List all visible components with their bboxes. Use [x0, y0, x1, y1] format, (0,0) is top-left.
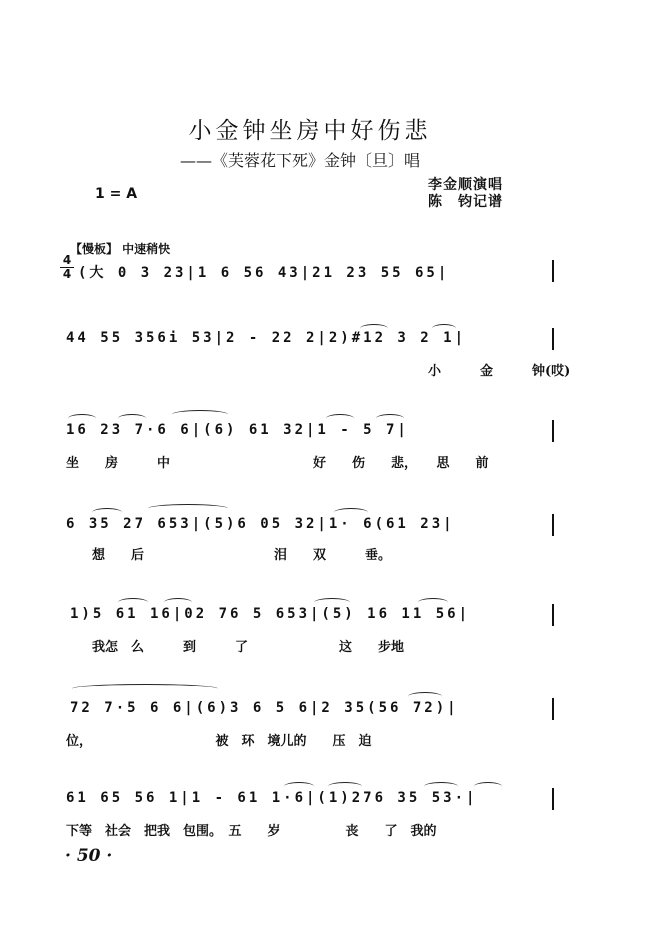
slur — [92, 508, 122, 517]
barline — [552, 514, 554, 536]
staff-notes: 72 7·5 6 6|(6)3 6 5 6|2 35(56 72)| — [70, 700, 459, 716]
barline — [552, 420, 554, 442]
staff-notes: 44 55 356i 53|2 - 22 2|2)#12 3 2 1| — [66, 330, 467, 346]
barline — [552, 328, 554, 350]
slur — [326, 414, 354, 423]
tempo-marking: 【慢板】 中速稍快 — [70, 242, 171, 256]
staff-lyrics: 想 后 泪 双 垂。 — [92, 548, 392, 563]
slur — [68, 414, 96, 423]
song-subtitle: ——《芙蓉花下死》金钟〔旦〕唱 — [180, 151, 421, 170]
slur — [314, 598, 350, 607]
slur — [474, 782, 502, 791]
staff-lyrics: 我怎 么 到 了 这 步地 — [92, 640, 405, 655]
credits — [428, 177, 503, 211]
time-signature-bottom: 4 — [62, 267, 72, 281]
transcriber-credit: 陈 钧记谱 — [428, 194, 503, 210]
slur — [328, 782, 362, 791]
slur — [418, 598, 448, 607]
barline — [552, 788, 554, 810]
time-signature — [60, 254, 74, 281]
key-signature: 1 = A — [95, 186, 138, 202]
singer-credit: 李金顺演唱 — [428, 177, 503, 193]
slur — [172, 410, 228, 419]
staff-notes: 61 65 56 1|1 - 61 1·6|(1)276 35 53·| — [66, 790, 478, 806]
page-number: · 50 · — [65, 846, 113, 866]
slur — [360, 324, 388, 333]
slur — [118, 414, 146, 423]
slur — [148, 504, 228, 513]
slur — [118, 598, 148, 607]
staff-notes: 6 35 27 653|(5)6 05 32|1· 6(61 23| — [66, 516, 455, 532]
slur — [164, 598, 192, 607]
slur — [334, 508, 368, 517]
slur — [72, 684, 218, 693]
staff-lyrics: 位， 被 环 境儿的 压 迫 — [66, 734, 372, 749]
song-title: 小金钟坐房中好伤悲 — [188, 118, 432, 144]
barline — [552, 604, 554, 626]
staff-lyrics: 坐 房 中 好 伤 悲， 思 前 — [66, 456, 489, 471]
slur — [284, 782, 314, 791]
slur — [432, 324, 456, 333]
slur — [376, 414, 404, 423]
staff-notes: 1)5 61 16|02 76 5 653|(5) 16 11 56| — [70, 606, 471, 622]
staff-notes: 16 23 7·6 6|(6) 61 32|1 - 5 7| — [66, 422, 409, 438]
slur — [408, 692, 442, 701]
staff-lyrics: 下等 社会 把我 包围。 五 岁 丧 了 我的 — [66, 824, 437, 839]
time-signature-top: 4 — [60, 254, 74, 268]
staff-notes: (大 0 3 23|1 6 56 43|21 23 55 65| — [78, 265, 450, 281]
barline — [552, 698, 554, 720]
staff-lyrics: 小 金 钟(哎) — [428, 364, 571, 379]
slur — [424, 782, 458, 791]
barline — [552, 260, 554, 282]
